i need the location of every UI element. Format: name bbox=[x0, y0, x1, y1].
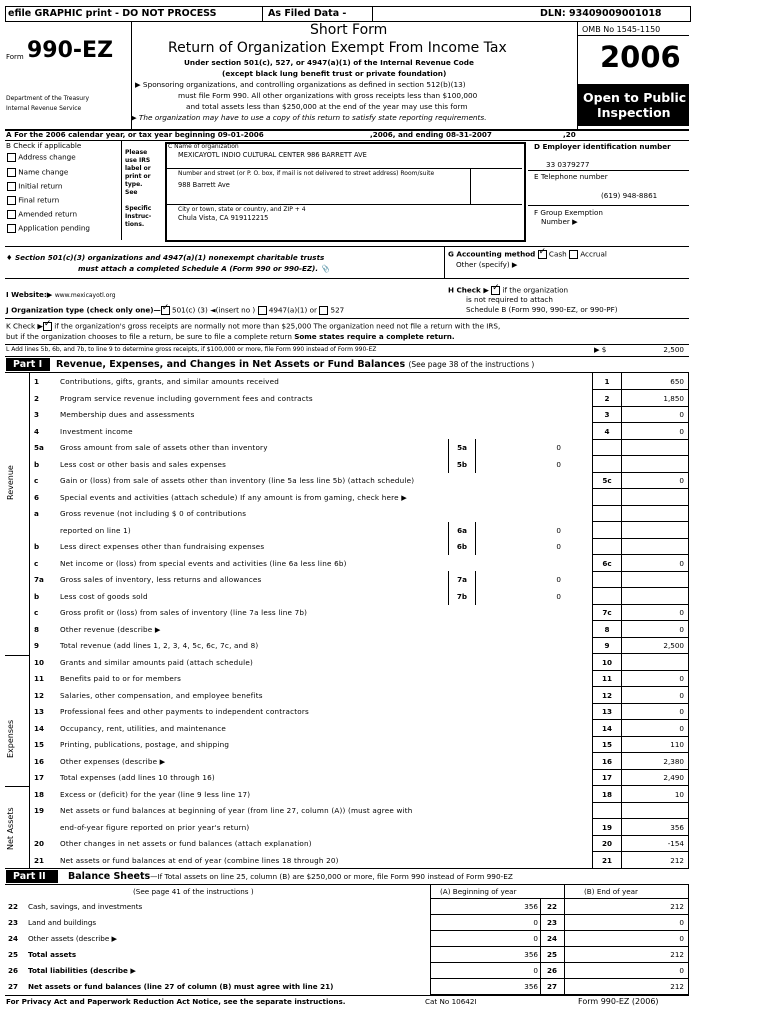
end-of-year-amount[interactable]: 0 bbox=[679, 966, 684, 975]
omb-number: OMB No 1545-1150 bbox=[582, 25, 661, 34]
sub-line-amount[interactable]: 0 bbox=[556, 591, 561, 601]
line-box-label: 17 bbox=[601, 773, 612, 782]
line-box-label: 18 bbox=[601, 789, 612, 799]
open-to-public: Open to Public bbox=[583, 90, 687, 105]
balance-sheet-row bbox=[0, 947, 770, 962]
website-label: I Website:▶ www.mexicayotl.org bbox=[6, 290, 116, 299]
b-item-initial-return[interactable]: Initial return bbox=[7, 182, 62, 191]
part1-line-row bbox=[0, 555, 770, 572]
line-description: Grants and similar amounts paid (attach schedule) bbox=[60, 657, 253, 667]
part1-line-row bbox=[0, 637, 770, 654]
line-number: 6 bbox=[34, 492, 40, 502]
sub-line-label: 5a bbox=[448, 439, 476, 456]
b-item-amended-return[interactable]: Amended return bbox=[7, 210, 77, 219]
part2-title: Balance Sheets—If Total assets on line 25, column (B) are $250,000 or more, file Form 990 instead of Form 990-EZ bbox=[68, 871, 513, 882]
part1-line-row bbox=[0, 406, 770, 423]
line-description: Net assets or fund balances (line 27 of column (B) must agree with line 21) bbox=[28, 982, 334, 991]
line-box-label: 24 bbox=[546, 934, 557, 943]
form-number: 990-EZ bbox=[27, 38, 114, 63]
line-description: Excess or (deficit) for the year (line 9 less line 17) bbox=[60, 789, 251, 799]
side-label-expenses: Expenses bbox=[6, 719, 15, 758]
h-checkbox[interactable] bbox=[491, 286, 500, 295]
line-description: Benefits paid to or for members bbox=[60, 674, 182, 683]
line-description: Less cost of goods sold bbox=[60, 591, 148, 601]
website[interactable]: www.mexicayotl.org bbox=[54, 292, 116, 299]
line-description: Other assets (describe ▶ bbox=[28, 934, 118, 943]
line-description: reported on line 1) bbox=[60, 525, 131, 535]
short-form-label: Short Form bbox=[310, 22, 388, 38]
part1-line-row bbox=[0, 571, 770, 588]
line-number: 8 bbox=[34, 624, 40, 634]
part1-line-row bbox=[0, 439, 770, 456]
h-text-3: Schedule B (Form 990, 990-EZ, or 990-PF) bbox=[466, 305, 618, 314]
city-state-zip[interactable]: Chula Vista, CA 919112215 bbox=[178, 214, 269, 222]
line-box-label: 5c bbox=[602, 476, 612, 485]
part1-line-row bbox=[0, 423, 770, 440]
cat-number: Cat No 10642I bbox=[425, 997, 477, 1006]
line-number: 9 bbox=[34, 641, 40, 650]
part1-line-row bbox=[0, 670, 770, 687]
section-501-note: ♦ Section 501(c)(3) organizations and 4947(a)(1) nonexempt charitable trusts bbox=[6, 253, 325, 262]
line-amount[interactable]: 0 bbox=[679, 608, 684, 617]
form-prefix: Form bbox=[6, 53, 24, 61]
note-sponsoring: ▶ Sponsoring organizations, and controlling organizations as defined in section 512(b)(13) bbox=[135, 80, 466, 89]
line-description: Other changes in net assets or fund balances (attach explanation) bbox=[60, 839, 312, 848]
part1-line-row bbox=[0, 819, 770, 836]
sub-line-label: 6a bbox=[448, 522, 476, 539]
line-description: Net assets or fund balances at end of year (combine lines 18 through 20) bbox=[60, 855, 339, 865]
side-label-net-assets: Net Assets bbox=[6, 807, 15, 850]
line-amount[interactable]: 0 bbox=[679, 410, 684, 419]
accounting-method: G Accounting method ✓ Cash Accrual bbox=[448, 250, 607, 259]
line-amount[interactable]: 356 bbox=[670, 822, 684, 832]
beginning-of-year-amount[interactable]: 356 bbox=[524, 982, 538, 991]
org-type-row: J Organization type (check only one)— ✓ 501(c) (3) ◄(insert no ) 4947(a)(1) or 527 bbox=[6, 306, 344, 315]
line-box-label: 11 bbox=[601, 674, 612, 683]
line-number: 23 bbox=[8, 918, 19, 927]
j-4947-checkbox[interactable] bbox=[258, 306, 267, 315]
line-description: Total assets bbox=[28, 950, 77, 959]
line-box-label: 1 bbox=[604, 377, 610, 386]
form-subtitle-2: (except black lung benefit trust or private foundation) bbox=[222, 69, 447, 78]
sub-line-amount[interactable]: 0 bbox=[556, 542, 561, 551]
line-number: 3 bbox=[34, 410, 40, 419]
part1-line-row bbox=[0, 522, 770, 539]
line-description: Membership dues and assessments bbox=[60, 410, 195, 419]
sub-line-amount[interactable]: 0 bbox=[556, 459, 561, 469]
line-description: Contributions, gifts, grants, and similar amounts received bbox=[60, 377, 280, 386]
line-number: 13 bbox=[34, 707, 45, 716]
line-box-label: 22 bbox=[546, 902, 557, 911]
b-item-application-pending[interactable]: Application pending bbox=[7, 224, 90, 233]
part1-line-row bbox=[0, 489, 770, 506]
form-title: Return of Organization Exempt From Income Tax bbox=[168, 40, 507, 56]
ein[interactable]: 33 0379277 bbox=[546, 160, 590, 169]
line-box-label: 2 bbox=[604, 393, 610, 403]
end-of-year-amount[interactable]: 0 bbox=[679, 918, 684, 927]
line-description: Program service revenue including government fees and contracts bbox=[60, 393, 313, 403]
privacy-notice: For Privacy Act and Paperwork Reduction Act Notice, see the separate instructions. bbox=[6, 997, 346, 1006]
accrual-checkbox[interactable] bbox=[569, 250, 578, 259]
col-a-header: (A) Beginning of year bbox=[440, 887, 517, 896]
part1-line-row bbox=[0, 505, 770, 522]
line-amount[interactable]: 2,380 bbox=[663, 756, 684, 766]
line-description: Investment income bbox=[60, 426, 133, 436]
line-number: 10 bbox=[34, 657, 45, 667]
line-amount[interactable]: 0 bbox=[679, 624, 684, 634]
line-number: 14 bbox=[34, 723, 45, 733]
beginning-of-year-amount[interactable]: 356 bbox=[524, 950, 538, 959]
end-of-year-amount[interactable]: 212 bbox=[670, 950, 684, 959]
line-a-tax-year: A For the 2006 calendar year, or tax year beginning 09-01-2006 bbox=[6, 130, 264, 139]
part1-line-row bbox=[0, 769, 770, 786]
line-description: Total expenses (add lines 10 through 16) bbox=[60, 773, 215, 782]
balance-sheet-row bbox=[0, 979, 770, 994]
b-item-name-change[interactable]: Name change bbox=[7, 168, 68, 177]
line-number: 11 bbox=[34, 674, 45, 683]
balance-sheet-row bbox=[0, 931, 770, 946]
part2-see-page: (See page 41 of the instructions ) bbox=[133, 887, 254, 896]
h-check: H Check ▶ ✓ if the organization bbox=[448, 286, 568, 295]
l-arrow: ▶ $ bbox=[594, 345, 607, 354]
sub-line-label: 7b bbox=[448, 588, 476, 605]
line-number: 1 bbox=[34, 377, 40, 386]
line-box-label: 8 bbox=[604, 624, 610, 634]
line-amount[interactable]: 2,500 bbox=[663, 641, 684, 650]
line-number: 25 bbox=[8, 950, 19, 959]
org-name[interactable]: MEXICAYOTL INDIO CULTURAL CENTER 986 BARRETT AVE bbox=[178, 151, 367, 159]
line-description: Gross sales of inventory, less returns and allowances bbox=[60, 575, 262, 584]
line-description: Gross profit or (loss) from sales of inventory (line 7a less line 7b) bbox=[60, 608, 308, 617]
line-description: Net assets or fund balances at beginning of year (from line 27, column (A)) (must agree with bbox=[60, 806, 413, 815]
line-box-label: 19 bbox=[601, 822, 612, 832]
line-number: c bbox=[34, 558, 39, 568]
ein-label: D Employer identification number bbox=[534, 142, 671, 151]
line-b-label: B Check if applicable bbox=[6, 141, 82, 150]
line-number: 12 bbox=[34, 690, 45, 700]
line-amount[interactable]: 0 bbox=[679, 690, 684, 700]
j-501c-checkbox[interactable] bbox=[161, 306, 170, 315]
note-state-reporting: ▶ The organization may have to use a copy of this return to satisfy state reporting requirements. bbox=[131, 113, 487, 122]
tax-year: 2006 bbox=[600, 40, 681, 74]
line-number: 15 bbox=[34, 740, 45, 749]
line-description: Other expenses (describe ▶ bbox=[60, 756, 166, 766]
street-address[interactable]: 988 Barrett Ave bbox=[178, 181, 230, 189]
line-box-label: 7c bbox=[602, 608, 612, 617]
col-b-header: (B) End of year bbox=[584, 887, 639, 896]
line-a-20: ,20 bbox=[563, 130, 576, 139]
line-description: Cash, savings, and investments bbox=[28, 902, 143, 911]
line-number: a bbox=[34, 509, 39, 518]
form-footer: Form 990-EZ (2006) bbox=[578, 997, 659, 1006]
line-description: Total liabilities (describe ▶ bbox=[28, 966, 136, 975]
line-description: Gross amount from sale of assets other than inventory bbox=[60, 443, 268, 452]
k-checkbox[interactable] bbox=[43, 322, 52, 331]
part1-tag-text: Part I bbox=[13, 359, 43, 370]
l-value: 2,500 bbox=[663, 345, 684, 354]
line-box-label: 4 bbox=[604, 426, 610, 436]
balance-sheet-row bbox=[0, 899, 770, 914]
part1-line-row bbox=[0, 753, 770, 770]
line-description: end-of-year figure reported on prior year's return) bbox=[60, 822, 250, 832]
part1-line-row bbox=[0, 736, 770, 753]
accounting-other[interactable]: Other (specify) ▶ bbox=[456, 260, 518, 269]
line-number: 19 bbox=[34, 806, 45, 815]
side-label-revenue: Revenue bbox=[6, 465, 15, 500]
part1-line-row bbox=[0, 703, 770, 720]
sub-line-label: 6b bbox=[448, 538, 476, 555]
sub-line-amount[interactable]: 0 bbox=[556, 443, 561, 452]
line-box-label: 14 bbox=[601, 723, 612, 733]
b-item-address-change[interactable]: Address change bbox=[7, 153, 76, 162]
part1-title: Revenue, Expenses, and Changes in Net Assets or Fund Balances (See page 38 of the instructions ) bbox=[56, 359, 535, 370]
part1-line-row bbox=[0, 654, 770, 671]
line-description: Gross revenue (not including $ 0 of contributions bbox=[60, 509, 247, 518]
dept-irs: Internal Revenue Service bbox=[6, 105, 82, 112]
line-description: Special events and activities (attach schedule) If any amount is from gaming, check here ▶ bbox=[60, 492, 407, 502]
part1-line-row bbox=[0, 852, 770, 869]
balance-sheet-row bbox=[0, 963, 770, 978]
line-box-label: 13 bbox=[601, 707, 612, 716]
line-description: Less direct expenses other than fundraising expenses bbox=[60, 542, 265, 551]
line-description: Printing, publications, postage, and shipping bbox=[60, 740, 230, 749]
beginning-of-year-amount[interactable]: 0 bbox=[533, 966, 538, 975]
line-amount[interactable]: 2,490 bbox=[663, 773, 684, 782]
line-box-label: 21 bbox=[601, 855, 612, 865]
line-box-label: 10 bbox=[601, 657, 612, 667]
part1-line-row bbox=[0, 538, 770, 555]
end-of-year-amount[interactable]: 212 bbox=[670, 902, 684, 911]
part1-line-row bbox=[0, 390, 770, 407]
line-number: 22 bbox=[8, 902, 19, 911]
part1-line-row bbox=[0, 720, 770, 737]
line-amount[interactable]: 10 bbox=[674, 789, 684, 799]
line-amount[interactable]: 0 bbox=[679, 426, 684, 436]
line-box-label: 9 bbox=[604, 641, 610, 650]
part1-line-row bbox=[0, 472, 770, 489]
line-number: 4 bbox=[34, 426, 40, 436]
note-total-assets: and total assets less than $250,000 at the end of the year may use this form bbox=[186, 102, 468, 111]
form-subtitle-1: Under section 501(c), 527, or 4947(a)(1) of the Internal Revenue Code bbox=[184, 58, 474, 67]
line-amount[interactable]: 212 bbox=[670, 855, 684, 865]
line-description: Less cost or other basis and sales expenses bbox=[60, 459, 227, 469]
line-box-label: 3 bbox=[604, 410, 610, 419]
k-check-line: K Check ▶ ✓ if the organization's gross receipts are normally not more than $25,000 The organization need not file a return with the IRS, bbox=[6, 322, 500, 331]
line-description: Net income or (loss) from special events and activities (line 6a less line 6b) bbox=[60, 558, 347, 568]
line-number: 5a bbox=[34, 443, 44, 452]
inspection: Inspection bbox=[597, 105, 671, 120]
line-a-ending: ,2006, and ending 08-31-2007 bbox=[370, 130, 492, 139]
dept-treasury: Department of the Treasury bbox=[6, 95, 90, 102]
line-number: 21 bbox=[34, 855, 45, 865]
line-description: Occupancy, rent, utilities, and maintenance bbox=[60, 723, 226, 733]
part1-line-row bbox=[0, 802, 770, 819]
part1-line-row bbox=[0, 588, 770, 605]
group-exemption-number: Number ▶ bbox=[541, 217, 578, 226]
line-description: Total revenue (add lines 1, 2, 3, 4, 5c, 6c, 7c, and 8) bbox=[60, 641, 259, 650]
part1-line-row bbox=[0, 687, 770, 704]
street-label: Number and street (or P. O. box, if mail is not delivered to street address) Room/suite bbox=[178, 170, 435, 177]
part1-line-row bbox=[0, 373, 770, 390]
line-number: 20 bbox=[34, 839, 45, 848]
beginning-of-year-amount[interactable]: 0 bbox=[533, 934, 538, 943]
section-501-note-2: must attach a completed Schedule A (Form 990 or 990-EZ). 📎 bbox=[78, 264, 330, 273]
line-description: Professional fees and other payments to independent contractors bbox=[60, 707, 309, 716]
line-box-label: 6c bbox=[602, 558, 612, 568]
sub-line-label: 5b bbox=[448, 456, 476, 473]
j-527-checkbox[interactable] bbox=[319, 306, 328, 315]
line-number: 24 bbox=[8, 934, 19, 943]
line-description: Land and buildings bbox=[28, 918, 97, 927]
line-box-label: 27 bbox=[546, 982, 557, 991]
line-amount[interactable]: 110 bbox=[670, 740, 684, 749]
org-name-label: C Name of organization bbox=[168, 143, 239, 150]
city-label: City or town, state or country, and ZIP + 4 bbox=[178, 206, 306, 213]
line-box-label: 23 bbox=[546, 918, 557, 927]
phone-number[interactable]: (619) 948-8861 bbox=[601, 191, 658, 200]
line-amount[interactable]: 1,850 bbox=[663, 393, 684, 403]
end-of-year-amount[interactable]: 0 bbox=[679, 934, 684, 943]
line-number: 7a bbox=[34, 575, 44, 584]
line-amount[interactable]: 0 bbox=[679, 674, 684, 683]
line-amount[interactable]: -154 bbox=[667, 839, 684, 848]
line-number: 26 bbox=[8, 966, 19, 975]
line-number: c bbox=[34, 608, 39, 617]
line-description: Other revenue (describe ▶ bbox=[60, 624, 161, 634]
attachment-icon[interactable]: 📎 bbox=[320, 264, 330, 273]
line-number: b bbox=[34, 459, 40, 469]
b-item-final-return[interactable]: Final return bbox=[7, 196, 59, 205]
part2-tag-text: Part II bbox=[13, 871, 46, 882]
end-of-year-amount[interactable]: 212 bbox=[670, 982, 684, 991]
dln: DLN: 93409009001018 bbox=[540, 8, 662, 19]
k-check-line-2: but if the organization chooses to file a return, be sure to file a complete return Some states require a complete return. bbox=[6, 332, 455, 341]
part1-line-row bbox=[0, 456, 770, 473]
line-number: 27 bbox=[8, 982, 19, 991]
line-box-label: 12 bbox=[601, 690, 612, 700]
line-number: b bbox=[34, 591, 40, 601]
line-box-label: 15 bbox=[601, 740, 612, 749]
line-number: c bbox=[34, 476, 39, 485]
h-text-2: is not required to attach bbox=[466, 295, 553, 304]
line-box-label: 16 bbox=[601, 756, 612, 766]
line-description: Gain or (loss) from sale of assets other than inventory (line 5a less line 5b) (attach schedule) bbox=[60, 476, 415, 485]
part1-line-row bbox=[0, 786, 770, 803]
line-number: b bbox=[34, 542, 40, 551]
sub-line-label: 7a bbox=[448, 571, 476, 588]
line-box-label: 25 bbox=[546, 950, 557, 959]
line-number: 2 bbox=[34, 393, 40, 403]
line-amount[interactable]: 0 bbox=[679, 558, 684, 568]
part1-line-row bbox=[0, 604, 770, 621]
line-amount[interactable]: 0 bbox=[679, 723, 684, 733]
beginning-of-year-amount[interactable]: 0 bbox=[533, 918, 538, 927]
as-filed-label: As Filed Data - bbox=[268, 8, 347, 19]
line-number: 17 bbox=[34, 773, 45, 782]
balance-sheet-row bbox=[0, 915, 770, 930]
efile-label: efile GRAPHIC print - DO NOT PROCESS bbox=[8, 8, 217, 19]
note-must-file: must file Form 990. All other organizations with gross receipts less than $100,000 bbox=[178, 91, 478, 100]
line-amount[interactable]: 650 bbox=[670, 377, 684, 386]
line-description: Salaries, other compensation, and employee benefits bbox=[60, 690, 263, 700]
beginning-of-year-amount[interactable]: 356 bbox=[524, 902, 538, 911]
line-box-label: 20 bbox=[601, 839, 612, 848]
sub-line-amount[interactable]: 0 bbox=[556, 575, 561, 584]
part1-line-row bbox=[0, 621, 770, 638]
l-gross-receipts: L Add lines 5b, 6b, and 7b, to line 9 to determine gross receipts, if $100,000 or more, file Form 990 instead of Form 990-EZ bbox=[6, 346, 377, 353]
cash-checkbox[interactable] bbox=[538, 250, 547, 259]
part1-line-row bbox=[0, 835, 770, 852]
line-box-label: 26 bbox=[546, 966, 557, 975]
sub-line-amount[interactable]: 0 bbox=[556, 525, 561, 535]
line-number: 16 bbox=[34, 756, 45, 766]
group-exemption-label: F Group Exemption bbox=[534, 208, 603, 217]
line-amount[interactable]: 0 bbox=[679, 707, 684, 716]
phone-label: E Telephone number bbox=[534, 172, 608, 181]
line-amount[interactable]: 0 bbox=[679, 476, 684, 485]
line-number: 18 bbox=[34, 789, 45, 799]
